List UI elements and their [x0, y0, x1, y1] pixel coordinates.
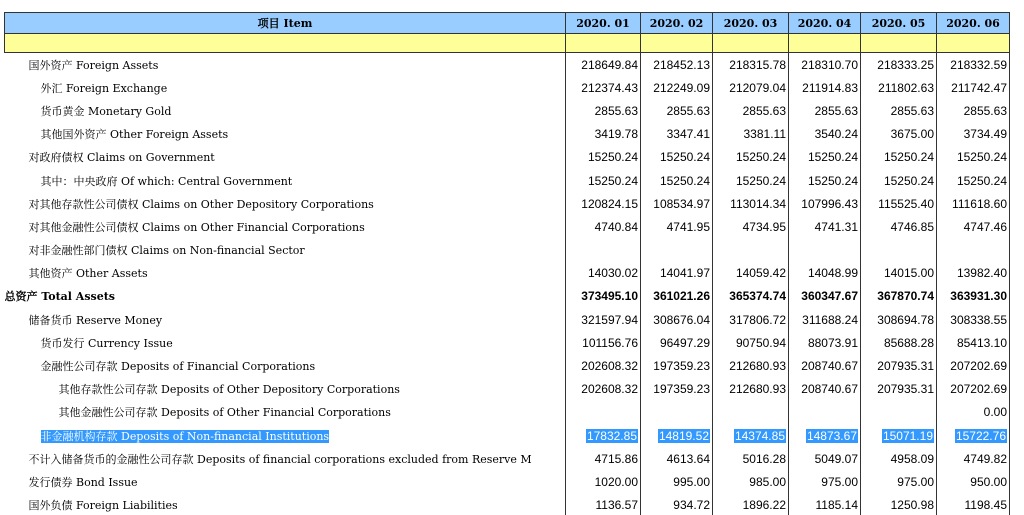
value-cell[interactable]: 15250.24	[566, 169, 641, 192]
value-cell[interactable]: 2855.63	[641, 99, 713, 122]
row-label[interactable]	[5, 424, 566, 447]
value-cell[interactable]: 363931.30	[937, 285, 1010, 308]
value-cell[interactable]: 207202.69	[937, 354, 1010, 377]
value-cell[interactable]: 4734.95	[713, 215, 789, 238]
value-cell[interactable]: 321597.94	[566, 308, 641, 331]
value-cell[interactable]: 15250.24	[566, 146, 641, 169]
row-label[interactable]: 不计入储备货币的金融性公司存款 Deposits of financial corporations excluded from Reserve M	[28, 452, 532, 466]
value-cell[interactable]	[937, 239, 1010, 262]
spacer-cell	[641, 34, 713, 53]
value-cell[interactable]	[641, 401, 713, 424]
table-row	[5, 354, 1010, 377]
value-cell[interactable]	[861, 401, 937, 424]
value-cell[interactable]: 113014.34	[713, 192, 789, 215]
table-row	[5, 99, 1010, 122]
value-cell[interactable]: 311688.24	[789, 308, 861, 331]
value-cell[interactable]: 197359.23	[641, 378, 713, 401]
row-label[interactable]: 货币黄金 Monetary Gold	[40, 104, 172, 118]
selected-row	[5, 424, 1010, 447]
selected-text: 15722.76	[955, 428, 1006, 443]
value-cell[interactable]: 950.00	[937, 470, 1010, 493]
value-cell[interactable]: 3675.00	[861, 123, 937, 146]
value-cell[interactable]: 3734.49	[937, 123, 1010, 146]
value-cell[interactable]: 995.00	[641, 470, 713, 493]
header-month[interactable]: 2020. 06	[937, 13, 1010, 34]
value-cell[interactable]	[713, 424, 789, 447]
value-cell[interactable]: 360347.67	[789, 285, 861, 308]
balance-sheet-table	[4, 12, 1010, 515]
value-cell[interactable]: 3419.78	[566, 123, 641, 146]
value-cell[interactable]: 218332.59	[937, 53, 1010, 77]
value-cell[interactable]: 308338.55	[937, 308, 1010, 331]
spacer-row	[5, 34, 1010, 53]
value-cell[interactable]: 1250.98	[861, 494, 937, 515]
row-label[interactable]: 其中：中央政府 Of which: Central Government	[40, 174, 293, 188]
value-cell[interactable]: 197359.23	[641, 354, 713, 377]
value-cell[interactable]: 120824.15	[566, 192, 641, 215]
value-cell[interactable]: 218333.25	[861, 53, 937, 77]
table-row	[5, 447, 1010, 470]
row-label[interactable]: 总资产 Total Assets	[4, 290, 115, 304]
value-cell[interactable]: 207935.31	[861, 378, 937, 401]
value-cell[interactable]: 5049.07	[789, 447, 861, 470]
header-month[interactable]: 2020. 05	[861, 13, 937, 34]
row-label[interactable]: 对其他存款性公司债权 Claims on Other Depository Corporations	[28, 197, 374, 211]
value-cell[interactable]: 111618.60	[937, 192, 1010, 215]
value-cell[interactable]: 211802.63	[861, 76, 937, 99]
value-cell[interactable]: 1136.57	[566, 494, 641, 515]
value-cell[interactable]: 212374.43	[566, 76, 641, 99]
value-cell[interactable]: 5016.28	[713, 447, 789, 470]
value-cell[interactable]: 3347.41	[641, 123, 713, 146]
selected-text: 14819.52	[658, 428, 709, 443]
table-row	[5, 239, 1010, 262]
value-cell[interactable]: 218452.13	[641, 53, 713, 77]
value-cell[interactable]	[566, 401, 641, 424]
value-cell[interactable]: 4749.82	[937, 447, 1010, 470]
value-cell[interactable]: 208740.67	[789, 354, 861, 377]
spacer-cell	[789, 34, 861, 53]
selected-text: 14873.67	[806, 428, 857, 443]
value-cell[interactable]: 15250.24	[641, 169, 713, 192]
value-cell[interactable]: 202608.32	[566, 378, 641, 401]
value-cell[interactable]: 88073.91	[789, 331, 861, 354]
table-row	[5, 215, 1010, 238]
header-month[interactable]: 2020. 03	[713, 13, 789, 34]
value-cell[interactable]: 4746.85	[861, 215, 937, 238]
value-cell[interactable]: 308694.78	[861, 308, 937, 331]
selected-text: 17832.85	[586, 428, 637, 443]
value-cell[interactable]: 975.00	[789, 470, 861, 493]
value-cell[interactable]	[861, 239, 937, 262]
value-cell[interactable]: 208740.67	[789, 378, 861, 401]
value-cell[interactable]	[641, 424, 713, 447]
value-cell[interactable]: 85688.28	[861, 331, 937, 354]
row-label[interactable]: 国外负债 Foreign Liabilities	[28, 499, 178, 513]
value-cell[interactable]: 218310.70	[789, 53, 861, 77]
value-cell[interactable]: 308676.04	[641, 308, 713, 331]
value-cell[interactable]: 14059.42	[713, 262, 789, 285]
row-label[interactable]: 发行债券 Bond Issue	[28, 475, 138, 489]
table-row	[5, 401, 1010, 424]
value-cell[interactable]: 211914.83	[789, 76, 861, 99]
value-cell[interactable]: 4740.84	[566, 215, 641, 238]
value-cell[interactable]	[713, 401, 789, 424]
value-cell[interactable]: 975.00	[861, 470, 937, 493]
value-cell[interactable]: 207935.31	[861, 354, 937, 377]
header-row	[5, 13, 1010, 34]
row-label[interactable]: 对非金融性部门债权 Claims on Non-financial Sector	[28, 244, 305, 258]
value-cell[interactable]: 2855.63	[937, 99, 1010, 122]
row-label[interactable]: 外汇 Foreign Exchange	[40, 81, 168, 95]
value-cell[interactable]: 2855.63	[713, 99, 789, 122]
value-cell[interactable]: 4741.95	[641, 215, 713, 238]
value-cell[interactable]: 218315.78	[713, 53, 789, 77]
total-row	[5, 285, 1010, 308]
value-cell[interactable]: 1020.00	[566, 470, 641, 493]
value-cell[interactable]: 3381.11	[713, 123, 789, 146]
spacer-cell	[566, 34, 641, 53]
value-cell[interactable]: 2855.63	[789, 99, 861, 122]
value-cell[interactable]	[789, 424, 861, 447]
table-row	[5, 169, 1010, 192]
value-cell[interactable]: 985.00	[713, 470, 789, 493]
spacer-cell	[861, 34, 937, 53]
spacer-cell	[713, 34, 789, 53]
value-cell[interactable]: 14048.99	[789, 262, 861, 285]
value-cell[interactable]: 1198.45	[937, 494, 1010, 515]
table-row	[5, 262, 1010, 285]
value-cell[interactable]: 15250.24	[937, 169, 1010, 192]
value-cell[interactable]: 2855.63	[861, 99, 937, 122]
value-cell[interactable]: 212680.93	[713, 378, 789, 401]
value-cell[interactable]: 373495.10	[566, 285, 641, 308]
value-cell[interactable]	[713, 239, 789, 262]
table-row	[5, 123, 1010, 146]
value-cell[interactable]: 365374.74	[713, 285, 789, 308]
value-cell[interactable]: 4747.46	[937, 215, 1010, 238]
row-label[interactable]: 储备货币 Reserve Money	[28, 313, 163, 327]
value-cell[interactable]: 85413.10	[937, 331, 1010, 354]
value-cell[interactable]: 4613.64	[641, 447, 713, 470]
value-cell[interactable]: 4741.31	[789, 215, 861, 238]
value-cell[interactable]: 15250.24	[713, 169, 789, 192]
selected-text: 15071.19	[882, 428, 933, 443]
value-cell[interactable]	[566, 424, 641, 447]
spacer-cell	[5, 34, 566, 53]
value-cell[interactable]: 14041.97	[641, 262, 713, 285]
value-cell[interactable]: 3540.24	[789, 123, 861, 146]
value-cell[interactable]: 212249.09	[641, 76, 713, 99]
value-cell[interactable]	[566, 239, 641, 262]
row-label[interactable]: 其他国外资产 Other Foreign Assets	[40, 128, 229, 142]
value-cell[interactable]	[789, 239, 861, 262]
value-cell[interactable]: 202608.32	[566, 354, 641, 377]
value-cell[interactable]: 13982.40	[937, 262, 1010, 285]
table-row	[5, 76, 1010, 99]
value-cell[interactable]: 4715.86	[566, 447, 641, 470]
value-cell[interactable]: 15250.24	[713, 146, 789, 169]
value-cell[interactable]: 212680.93	[713, 354, 789, 377]
value-cell[interactable]: 14030.02	[566, 262, 641, 285]
value-cell[interactable]: 15250.24	[937, 146, 1010, 169]
value-cell[interactable]: 361021.26	[641, 285, 713, 308]
row-label[interactable]: 其他资产 Other Assets	[28, 267, 148, 281]
row-label[interactable]: 其他存款性公司存款 Deposits of Other Depository Corporations	[58, 383, 400, 397]
table-row	[5, 331, 1010, 354]
selected-text: 非金融机构存款 Deposits of Non-financial Institutions	[40, 429, 330, 443]
row-label[interactable]: 货币发行 Currency Issue	[40, 336, 173, 350]
value-cell[interactable]: 4958.09	[861, 447, 937, 470]
row-label[interactable]: 其他金融性公司存款 Deposits of Other Financial Corporations	[58, 406, 391, 420]
value-cell[interactable]: 107996.43	[789, 192, 861, 215]
value-cell[interactable]: 212079.04	[713, 76, 789, 99]
table-row	[5, 146, 1010, 169]
value-cell[interactable]: 1185.14	[789, 494, 861, 515]
value-cell[interactable]: 101156.76	[566, 331, 641, 354]
row-label[interactable]: 国外资产 Foreign Assets	[28, 58, 159, 72]
value-cell[interactable]: 15250.24	[861, 146, 937, 169]
value-cell[interactable]	[937, 424, 1010, 447]
value-cell[interactable]: 0.00	[937, 401, 1010, 424]
value-cell[interactable]: 218649.84	[566, 53, 641, 77]
value-cell[interactable]: 90750.94	[713, 331, 789, 354]
value-cell[interactable]: 317806.72	[713, 308, 789, 331]
value-cell[interactable]: 934.72	[641, 494, 713, 515]
spacer-cell	[937, 34, 1010, 53]
table-row	[5, 378, 1010, 401]
value-cell[interactable]: 367870.74	[861, 285, 937, 308]
value-cell[interactable]: 207202.69	[937, 378, 1010, 401]
selected-text: 14374.85	[734, 428, 785, 443]
value-cell[interactable]: 96497.29	[641, 331, 713, 354]
table-row	[5, 308, 1010, 331]
value-cell[interactable]: 15250.24	[861, 169, 937, 192]
value-cell[interactable]	[789, 401, 861, 424]
row-label[interactable]: 对其他金融性公司债权 Claims on Other Financial Corporations	[28, 220, 365, 234]
header-month[interactable]: 2020. 04	[789, 13, 861, 34]
table-row	[5, 470, 1010, 493]
row-label[interactable]: 金融性公司存款 Deposits of Financial Corporations	[40, 360, 316, 374]
value-cell[interactable]	[861, 424, 937, 447]
value-cell[interactable]: 211742.47	[937, 76, 1010, 99]
header-item[interactable]: 项目 Item	[5, 13, 566, 34]
value-cell[interactable]: 115525.40	[861, 192, 937, 215]
value-cell[interactable]: 15250.24	[789, 146, 861, 169]
value-cell[interactable]: 1896.22	[713, 494, 789, 515]
row-label[interactable]: 对政府债权 Claims on Government	[28, 151, 215, 165]
table-row	[5, 53, 1010, 77]
value-cell[interactable]	[641, 239, 713, 262]
header-month[interactable]: 2020. 02	[641, 13, 713, 34]
table-row	[5, 192, 1010, 215]
value-cell[interactable]: 15250.24	[641, 146, 713, 169]
value-cell[interactable]: 14015.00	[861, 262, 937, 285]
value-cell[interactable]: 108534.97	[641, 192, 713, 215]
value-cell[interactable]: 2855.63	[566, 99, 641, 122]
value-cell[interactable]: 15250.24	[789, 169, 861, 192]
table-row	[5, 494, 1010, 515]
header-month[interactable]: 2020. 01	[566, 13, 641, 34]
